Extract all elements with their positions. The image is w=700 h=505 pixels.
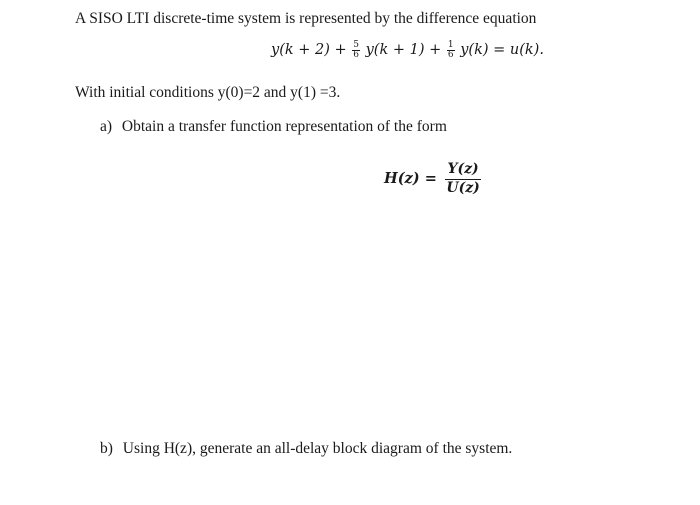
transfer-function — [384, 161, 481, 197]
part-b — [100, 439, 512, 459]
problem-intro: A SISO LTI discrete-time system is represented by the difference equation — [75, 10, 537, 27]
fraction-2-denominator: 6 — [447, 49, 454, 60]
part-b-marker: b) — [100, 440, 113, 457]
transfer-function-numerator: Y(z) — [445, 161, 480, 180]
part-a-marker: a) — [100, 118, 113, 135]
equation-term-2: y(k + 1) + — [365, 42, 442, 58]
transfer-function-lhs: H(z) = — [384, 170, 437, 187]
transfer-function-fraction — [445, 161, 480, 197]
fraction-one-sixth — [447, 41, 455, 60]
transfer-function-denominator: U(z) — [446, 180, 480, 196]
part-a-text: Obtain a transfer function representation of the form — [121, 118, 447, 135]
fraction-1-denominator: 6 — [353, 49, 359, 60]
part-a — [100, 117, 447, 137]
part-b-text: Using H(z), generate an all-delay block diagram of the system. — [122, 440, 513, 457]
fraction-2-numerator: 1 — [447, 39, 454, 50]
difference-equation — [271, 40, 544, 60]
equation-term-3: y(k) = u(k). — [460, 42, 544, 58]
fraction-five-sixths — [352, 41, 360, 60]
initial-conditions: With initial conditions y(0)=2 and y(1) =3. — [75, 84, 341, 101]
equation-term-1: y(k + 2) + — [271, 42, 347, 58]
fraction-1-numerator: 5 — [353, 39, 359, 50]
